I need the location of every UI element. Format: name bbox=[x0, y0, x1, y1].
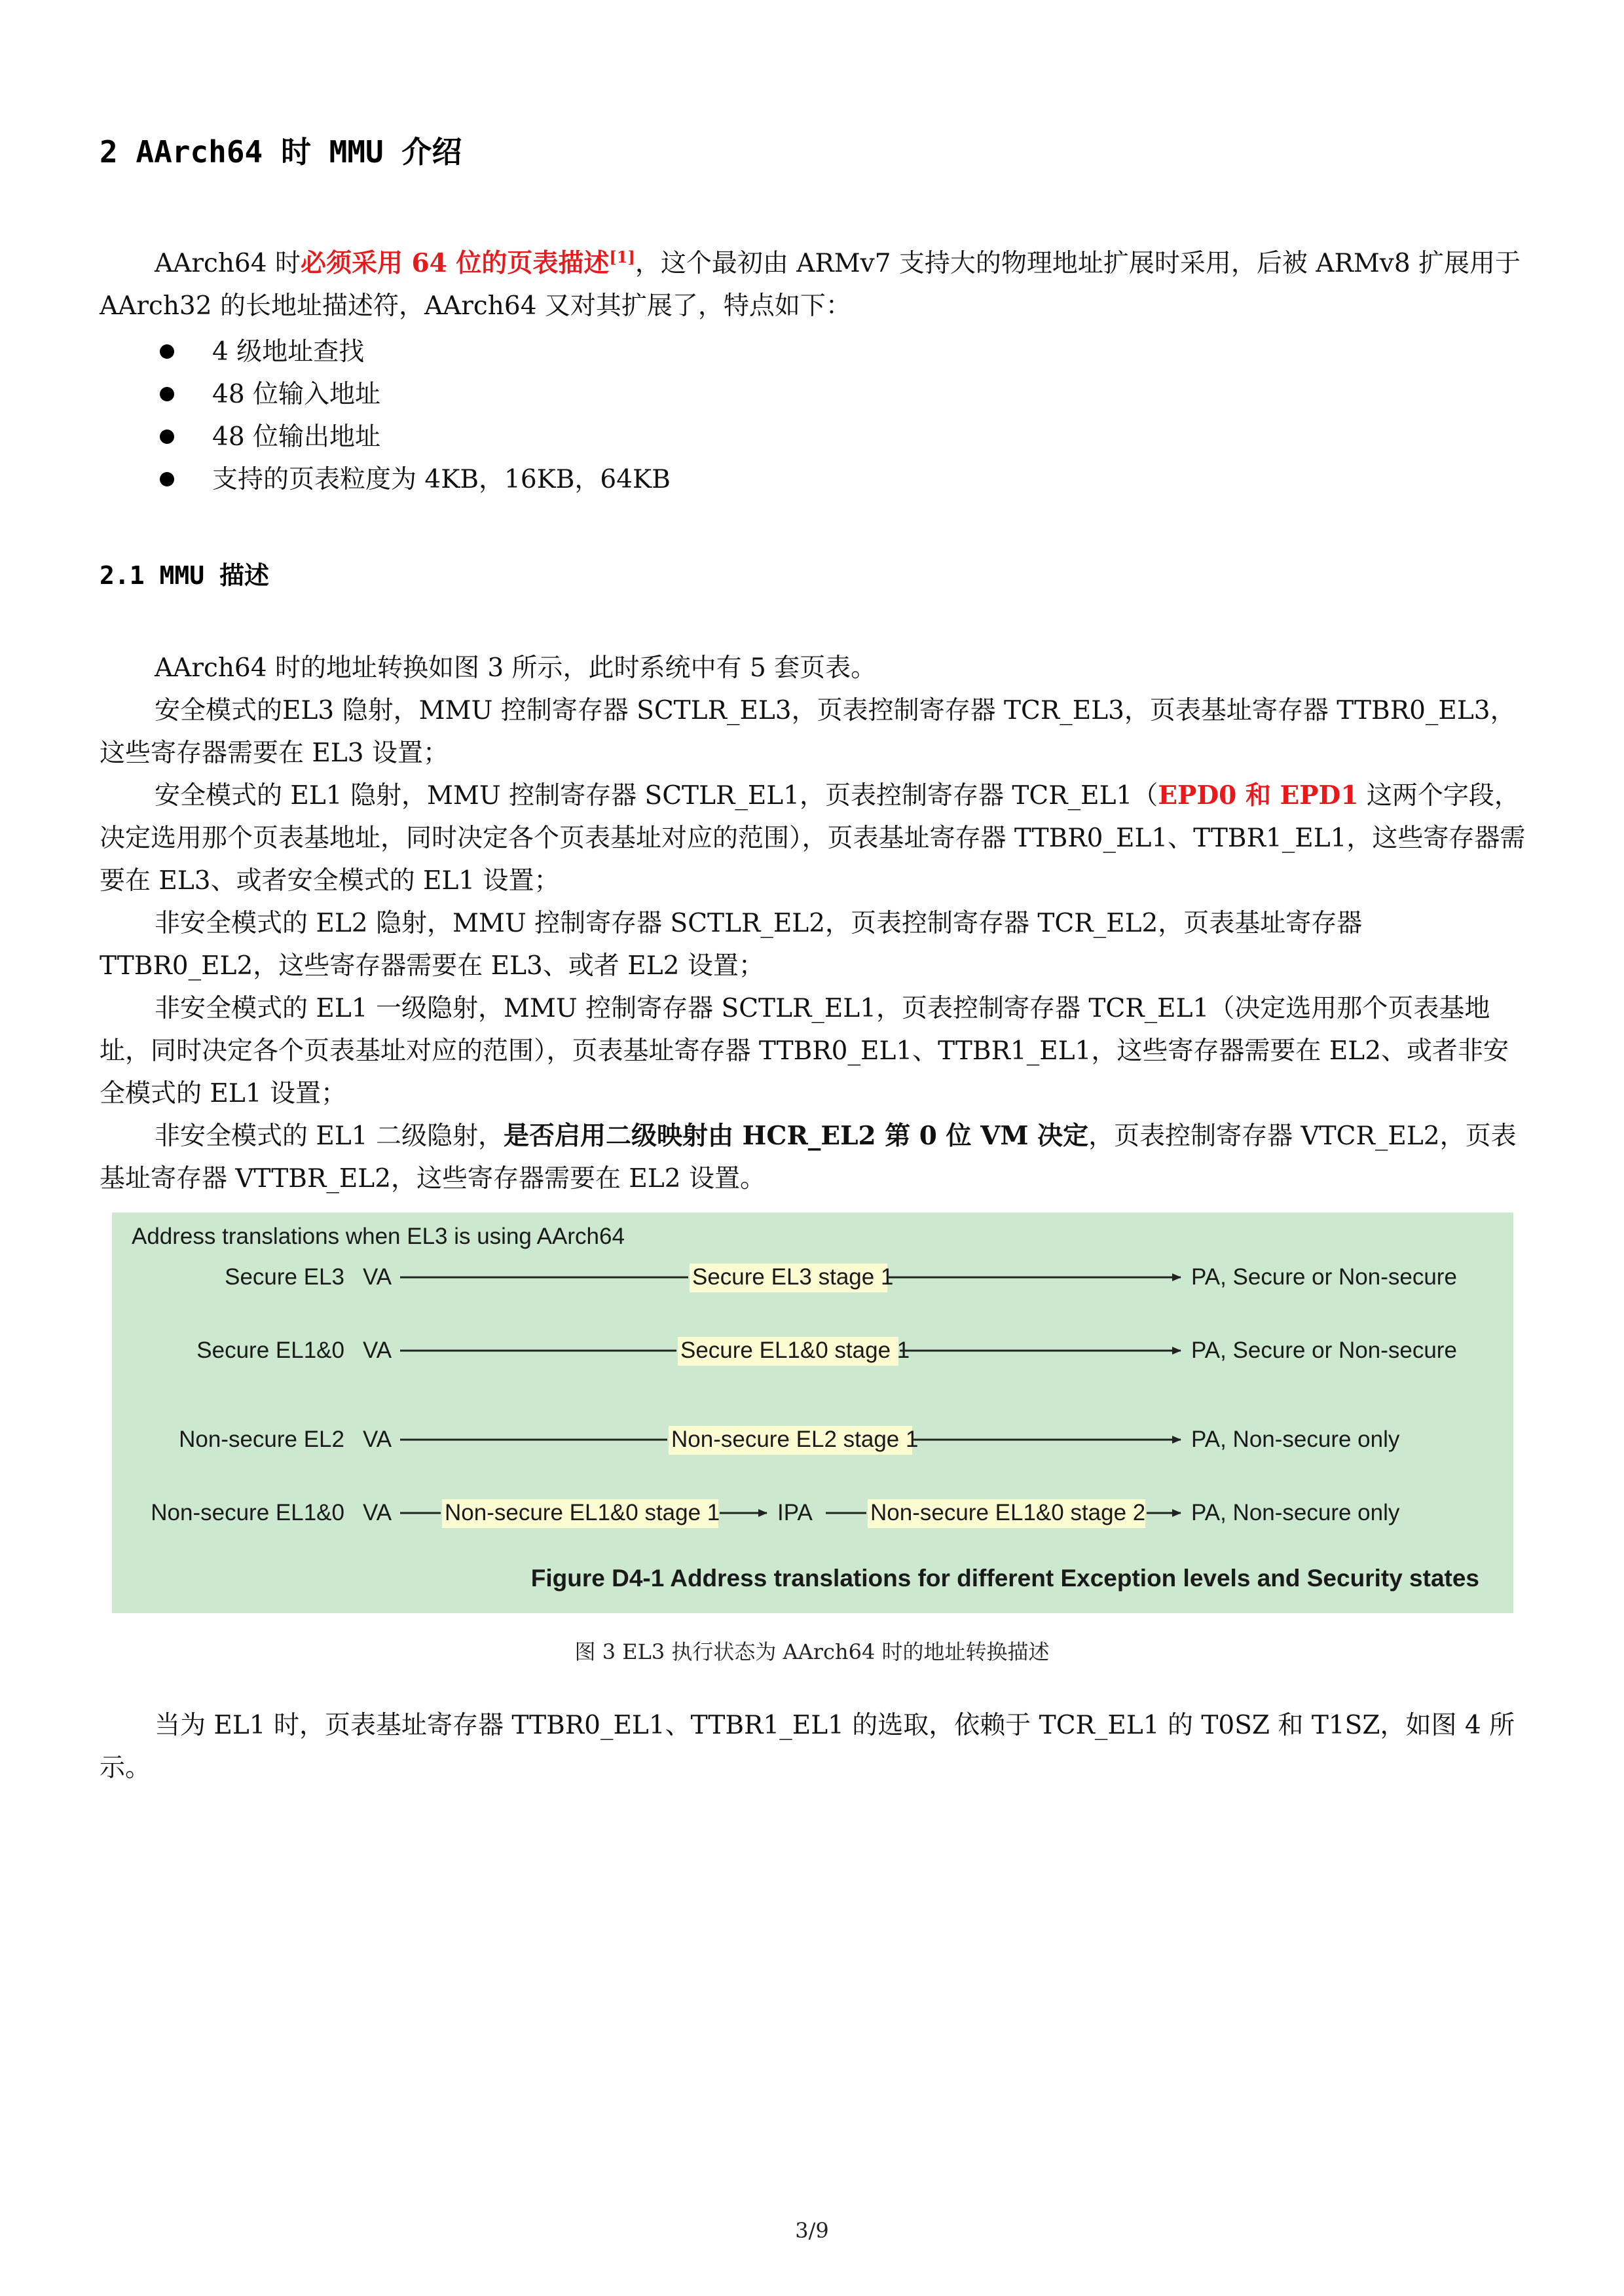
va-label: VA bbox=[363, 1264, 392, 1290]
ipa-label: IPA bbox=[777, 1500, 813, 1525]
figure-caption: 图 3 EL3 执行状态为 AArch64 时的地址转换描述 bbox=[574, 1639, 1050, 1664]
level-label: Non-secure EL1&0 bbox=[151, 1500, 344, 1525]
list-item: 4 级地址查找 bbox=[100, 331, 671, 373]
figure-header: Address translations when EL3 is using AArch64 bbox=[132, 1224, 625, 1249]
stage-label: Secure EL1&0 stage 1 bbox=[680, 1338, 910, 1363]
paragraph: 非安全模式的 EL1 一级隐射，MMU 控制寄存器 SCTLR_EL1，页表控制寄存器 TCR_EL1（决定选用那个页表基地址，同时决定各个页表基址对应的范围），页表基址寄存器 TTBR0_EL1、TTBR1_EL1，这些寄存器需要在 EL2、或者非安全模式的 EL1 设置； bbox=[100, 994, 1509, 1108]
stage1-label: Non-secure EL1&0 stage 1 bbox=[445, 1500, 720, 1525]
vm-bit-highlight: 是否启用二级映射由 HCR_EL2 第 0 位 VM 决定 bbox=[503, 1121, 1089, 1151]
level-label: Non-secure EL2 bbox=[179, 1427, 344, 1452]
intro-paragraph bbox=[100, 242, 1526, 327]
paragraph: 非安全模式的 EL2 隐射，MMU 控制寄存器 SCTLR_EL2，页表控制寄存器 TCR_EL2，页表基址寄存器 TTBR0_EL2，这些寄存器需要在 EL3、或者 EL2 设置； bbox=[100, 909, 1363, 981]
pa-label: PA, Non-secure only bbox=[1191, 1427, 1400, 1452]
figure-title: Figure D4-1 Address translations for different Exception levels and Security states bbox=[530, 1565, 1479, 1592]
mmu-description bbox=[100, 647, 1526, 1200]
bullet-icon bbox=[160, 344, 174, 359]
va-label: VA bbox=[363, 1500, 392, 1525]
section-heading: 2 AArch64 时 MMU 介绍 bbox=[100, 134, 462, 170]
level-label: Secure EL3 bbox=[225, 1264, 344, 1290]
list-item: 支持的页表粒度为 4KB，16KB，64KB bbox=[100, 458, 671, 501]
list-item: 48 位输入地址 bbox=[100, 373, 671, 416]
paragraph: 安全模式的EL3 隐射，MMU 控制寄存器 SCTLR_EL3，页表控制寄存器 TCR_EL3，页表基址寄存器 TTBR0_EL3，这些寄存器需要在 EL3 设置； bbox=[100, 696, 1516, 768]
intro-highlight: 必须采用 64 位的页表描述 bbox=[300, 248, 610, 278]
epd-highlight: EPD0 和 EPD1 bbox=[1158, 780, 1359, 811]
list-item: 48 位输出地址 bbox=[100, 416, 671, 458]
paragraph: 安全模式的 EL1 隐射，MMU 控制寄存器 SCTLR_EL1，页表控制寄存器 TCR_EL1（EPD0 和 EPD1 这两个字段，决定选用那个页表基地址，同时决定各个页表基址对应的范围），页表基址寄存器 TTBR0_EL1、TTBR1_EL1，这些寄存器需要在 EL3、或者安全模式的 EL1 设置； bbox=[100, 780, 1526, 896]
paragraph: AArch64 时的地址转换如图 3 所示，此时系统中有 5 套页表。 bbox=[155, 653, 877, 683]
translation-diagram bbox=[112, 1212, 1513, 1613]
bullet-icon bbox=[160, 387, 174, 401]
stage2-label: Non-secure EL1&0 stage 2 bbox=[870, 1500, 1146, 1525]
stage-label: Non-secure EL2 stage 1 bbox=[671, 1427, 919, 1452]
page-number: 3/9 bbox=[795, 2218, 829, 2243]
subsection-heading: 2.1 MMU 描述 bbox=[100, 561, 270, 590]
intro-text-post: ，这个最初由 ARMv7 支持大的物理地址扩展时采用，后被 ARMv8 扩展用于 AArch32 的长地址描述符，AArch64 又对其扩展了，特点如下： bbox=[100, 249, 1521, 321]
pa-label: PA, Secure or Non-secure bbox=[1191, 1338, 1457, 1363]
level-label: Secure EL1&0 bbox=[196, 1338, 344, 1363]
closing-paragraph: 当为 EL1 时，页表基址寄存器 TTBR0_EL1、TTBR1_EL1 的选取，依赖于 TCR_EL1 的 T0SZ 和 T1SZ，如图 4 所示。 bbox=[100, 1711, 1515, 1783]
bullet-icon bbox=[160, 472, 174, 486]
pa-label: PA, Secure or Non-secure bbox=[1191, 1264, 1457, 1290]
bullet-icon bbox=[160, 429, 174, 444]
citation-ref[interactable]: [1] bbox=[609, 247, 635, 266]
stage-label: Secure EL3 stage 1 bbox=[692, 1264, 894, 1290]
va-label: VA bbox=[363, 1338, 392, 1363]
address-translation-figure bbox=[112, 1212, 1513, 1613]
feature-list bbox=[100, 331, 671, 501]
pa-label: PA, Non-secure only bbox=[1191, 1500, 1400, 1525]
paragraph: 非安全模式的 EL1 二级隐射，是否启用二级映射由 HCR_EL2 第 0 位 VM 决定，页表控制寄存器 VTCR_EL2，页表基址寄存器 VTTBR_EL2，这些寄存器需要在 EL2 设置。 bbox=[100, 1121, 1517, 1194]
intro-text-pre: AArch64 时 bbox=[155, 249, 301, 278]
va-label: VA bbox=[363, 1427, 392, 1452]
